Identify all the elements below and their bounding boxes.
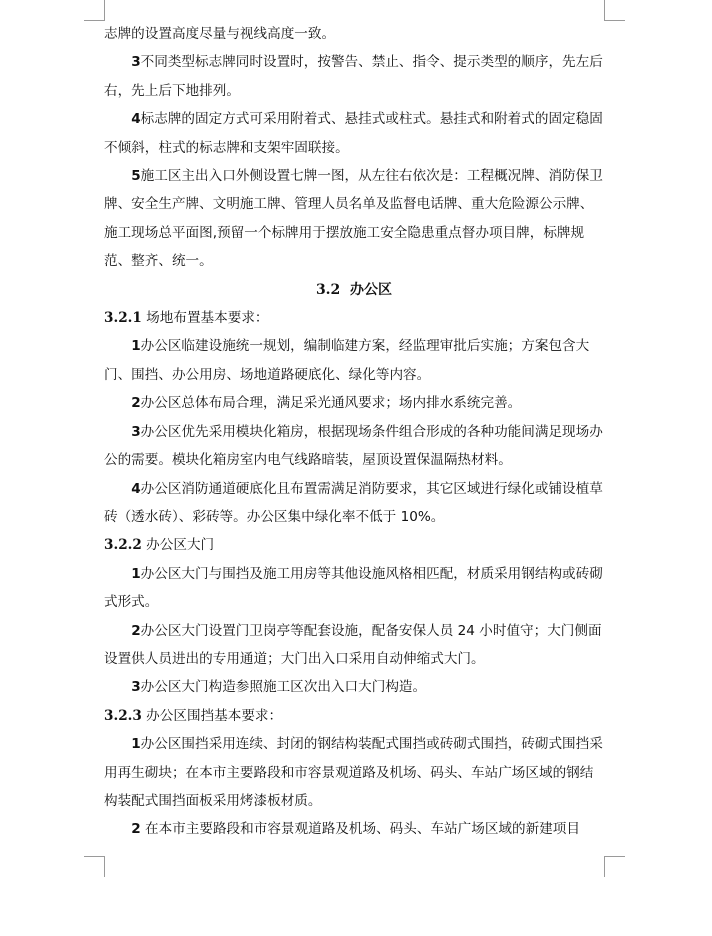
item-number: 3 [131,54,141,71]
sub-heading-number: 3.2.3 [104,707,142,724]
item-number: 1 [131,736,141,753]
paragraph [104,475,604,532]
item-number: 3 [131,679,141,696]
paragraph-text: 办公区总体布局合理，满足采光通风要求；场内排水系统完善。 [140,395,522,412]
crop-mark-bottom-left [84,856,105,877]
crop-mark-top-right [604,0,625,21]
paragraph [104,673,604,701]
paragraph-text: 办公区大门与围挡及施工用房等其他设施风格相匹配，材质采用钢结构或砖砌式形式。 [104,565,603,611]
item-number: 1 [131,565,141,582]
paragraph-text: 不同类型标志牌同时设置时，按警告、禁止、指令、提示类型的顺序，先左后右，先上后下地排列。 [104,54,603,99]
document-body [104,20,604,844]
item-number: 2 [131,821,141,838]
paragraph [104,332,604,389]
paragraph [104,730,604,815]
paragraph [104,389,604,417]
sub-heading-text: 场地布置基本要求： [141,310,269,327]
item-number: 5 [131,168,141,185]
item-number: 4 [131,111,141,128]
section-title: 3.2 办公区 [315,281,393,298]
paragraph-text: 办公区围挡采用连续、封闭的钢结构装配式围挡或砖砌式围挡，砖砌式围挡采用再生砌块；在本市主要路段和市容景观道路及机场、码头、车站广场区域的钢结构装配式围挡面板采用烤漆板材质。 [104,736,603,809]
sub-heading-text: 办公区围挡基本要求： [141,707,283,724]
item-number: 3 [131,423,141,440]
paragraph [104,48,604,105]
paragraph-text: 标志牌的固定方式可采用附着式、悬挂式或柱式。悬挂式和附着式的固定稳固不倾斜，柱式的标志牌和支架牢固联接。 [104,111,603,156]
paragraph-text: 在本市主要路段和市容景观道路及机场、码头、车站广场区域的新建项目 [140,821,580,838]
sub-heading-text: 办公区大门 [141,537,215,554]
crop-mark-bottom-right [604,856,625,877]
paragraph [104,560,604,617]
sub-heading [104,531,604,559]
item-number: 2 [131,622,141,639]
paragraph: 志牌的设置高度尽量与视线高度一致。 [104,26,336,42]
paragraph-text: 办公区大门设置门卫岗亭等配套设施，配备安保人员 24 小时值守；大门侧面设置供人员进出的专用通道；大门出入口采用自动伸缩式大门。 [104,622,602,667]
sub-heading-number: 3.2.1 [104,310,142,327]
paragraph-text: 办公区消防通道硬底化且布置需满足消防要求，其它区域进行绿化或铺设植草砖（透水砖）、彩砖等。办公区集中绿化率不低于 10%。 [104,480,603,525]
paragraph-text: 施工区主出入口外侧设置七牌一图，从左往右依次是：工程概况牌、消防保卫牌、安全生产牌、文明施工牌、管理人员名单及监督电话牌、重大危险源公示牌、施工现场总平面图,预留一个标牌用于摆放施工安全隐患重点督办项目牌，标牌规范、整齐、统一。 [104,168,603,270]
paragraph-text: 办公区大门构造参照施工区次出入口大门构造。 [140,679,427,696]
paragraph-text: 办公区临建设施统一规划，编制临建方案，经监理审批后实施；方案包含大门、围挡、办公用房、场地道路硬底化、绿化等内容。 [104,338,590,383]
item-number: 2 [131,395,141,412]
paragraph [104,815,604,843]
paragraph [104,105,604,162]
sub-heading-number: 3.2.2 [104,537,142,554]
item-number: 4 [131,480,141,497]
paragraph [104,418,604,475]
sub-heading [104,702,604,730]
item-number: 1 [131,338,141,355]
paragraph [104,617,604,674]
crop-mark-top-left [84,0,105,21]
paragraph-text: 办公区优先采用模块化箱房，根据现场条件组合形成的各种功能间满足现场办公的需要。模块化箱房室内电气线路暗装，屋顶设置保温隔热材料。 [104,423,603,469]
paragraph [104,162,604,276]
sub-heading [104,304,604,332]
